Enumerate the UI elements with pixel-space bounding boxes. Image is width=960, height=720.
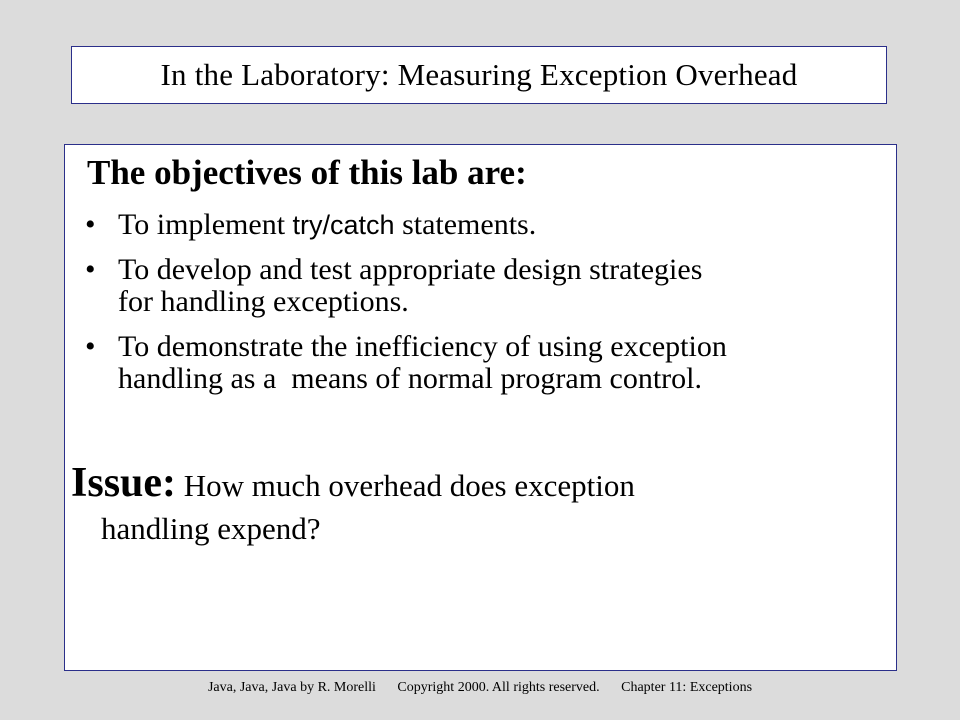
- title-box: [71, 46, 887, 104]
- footer-author: Java, Java, Java by R. Morelli: [207, 680, 376, 695]
- objective-3-line-1: To demonstrate the inefficiency of using exception: [118, 330, 727, 363]
- issue-line-1: [71, 459, 851, 507]
- objective-3-line-2: handling as a means of normal program control.: [118, 362, 703, 395]
- issue-question-part-1: How much overhead does exception: [176, 468, 635, 503]
- issue-block: [71, 459, 851, 547]
- objective-item-3: [85, 331, 885, 395]
- footer-chapter: Chapter 11: Exceptions: [621, 680, 753, 695]
- objective-item-1: [85, 209, 885, 241]
- issue-label: Issue:: [71, 460, 177, 506]
- objective-2-line-2: for handling exceptions.: [118, 285, 409, 318]
- objectives-list: [85, 209, 885, 408]
- objectives-heading: The objectives of this lab are:: [87, 153, 527, 192]
- objective-1-code: try/catch: [292, 210, 395, 240]
- objective-1-text-before: To implement: [118, 208, 293, 241]
- footer: [0, 680, 960, 696]
- issue-question-part-2: handling expend?: [101, 511, 321, 546]
- bullet-icon: •: [85, 208, 96, 241]
- slide-title: In the Laboratory: Measuring Exception Overhead: [160, 57, 798, 92]
- objective-2-line-1: To develop and test appropriate design strategies: [118, 253, 703, 286]
- objective-1-text-after: statements.: [394, 208, 537, 241]
- bullet-icon: •: [85, 253, 96, 286]
- objective-item-2: [85, 254, 885, 318]
- content-box: [64, 144, 897, 671]
- bullet-icon: •: [85, 330, 96, 363]
- footer-copyright: Copyright 2000. All rights reserved.: [397, 680, 600, 695]
